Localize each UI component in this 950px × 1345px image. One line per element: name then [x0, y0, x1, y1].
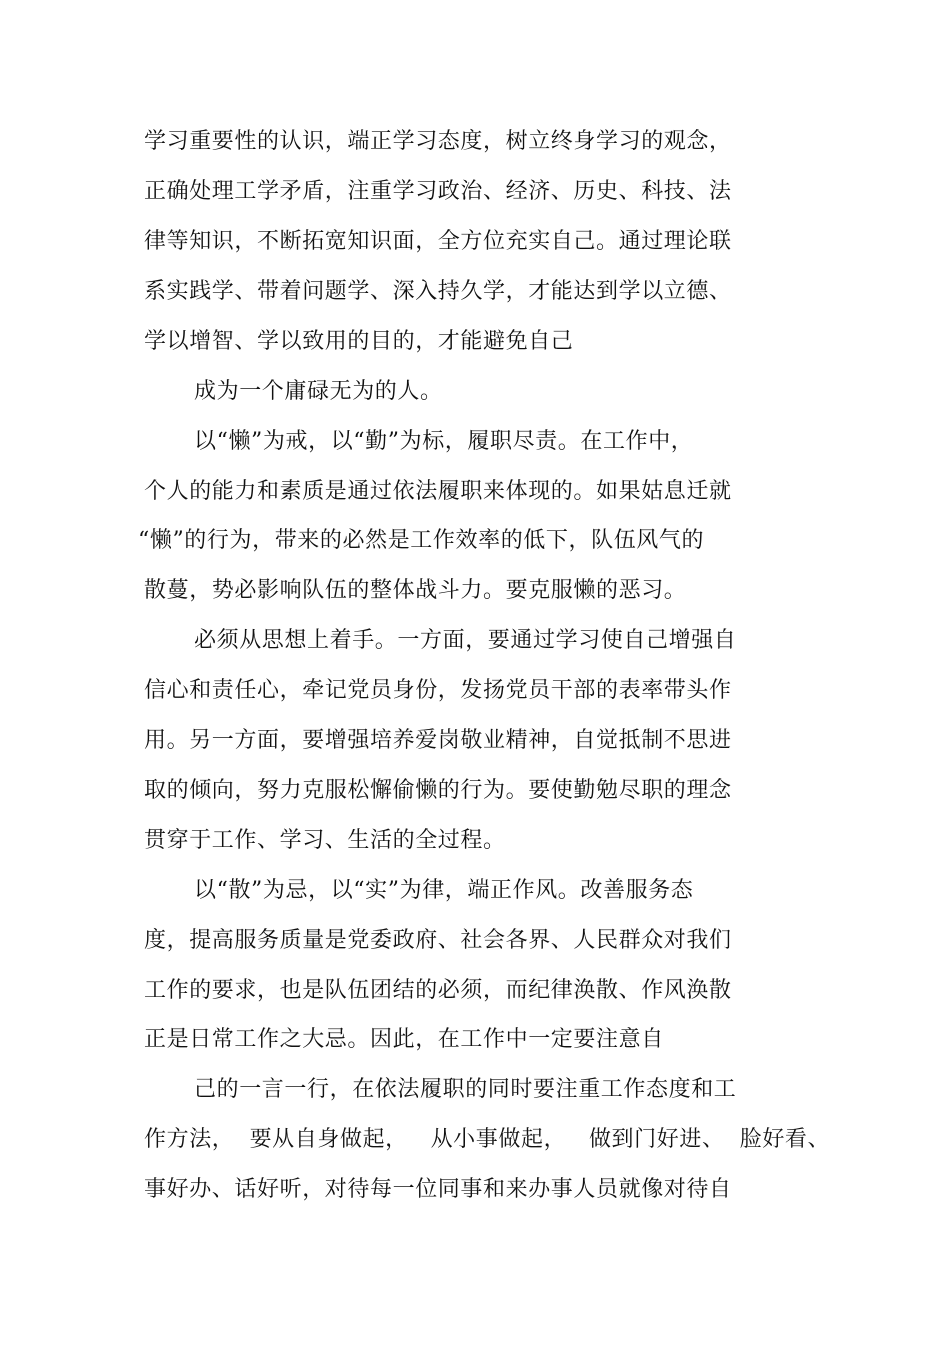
text-line: 成为一个庸碌无为的人。: [194, 379, 443, 404]
text-line: 个人的能力和素质是通过依法履职来体现的。如果姑息迁就: [144, 479, 732, 504]
text-line: 学以增智、学以致用的目的，才能避免自己: [144, 329, 574, 354]
text-line: “懒”的行为，带来的必然是工作效率的低下，队伍风气的: [138, 528, 705, 553]
paragraph-first-line: 以“懒”为戒，以“勤”为标，履职尽责。在工作中，: [194, 429, 694, 454]
text-line: 工作的要求，也是队伍团结的必须，而纪律涣散、作风涣散: [144, 978, 732, 1003]
text-line: 信心和责任心，牵记党员身份，发扬党员干部的表率带头作: [144, 678, 732, 703]
paragraph-first-line: 必须从思想上着手。一方面，要通过学习使自己增强自: [194, 628, 737, 653]
text-line: 事好办、话好听，对待每一位同事和来办事人员就像对待自: [144, 1177, 732, 1202]
text-line: 律等知识，不断拓宽知识面，全方位充实自己。通过理论联: [144, 229, 732, 254]
text-line: 学习重要性的认识，端正学习态度，树立终身学习的观念，: [144, 129, 732, 154]
text-line: 贯穿于工作、学习、生活的全过程。: [144, 828, 506, 853]
paragraph-first-line: 以“散”为忌，以“实”为律，端正作风。改善服务态: [194, 878, 694, 903]
text-line: 度，提高服务质量是党委政府、社会各界、人民群众对我们: [144, 928, 732, 953]
text-line: 取的倾向，努力克服松懈偷懒的行为。要使勤勉尽职的理念: [144, 778, 732, 803]
text-line: 散蔓，势必影响队伍的整体战斗力。要克服懒的恶习。: [144, 578, 687, 603]
text-line: 正确处理工学矛盾，注重学习政治、经济、历史、科技、法: [144, 179, 732, 204]
paragraph-first-line: 己的一言一行，在依法履职的同时要注重工作态度和工: [194, 1077, 737, 1102]
text-line: 系实践学、带着问题学、深入持久学，才能达到学以立德、: [144, 279, 732, 304]
text-line: 用。另一方面，要增强培养爱岗敬业精神，自觉抵制不思进: [144, 728, 732, 753]
text-line: 正是日常工作之大忌。因此，在工作中一定要注意自: [144, 1027, 664, 1052]
text-line: 作方法， 要从自身做起， 从小事做起， 做到门好进、 脸好看、: [144, 1127, 831, 1152]
